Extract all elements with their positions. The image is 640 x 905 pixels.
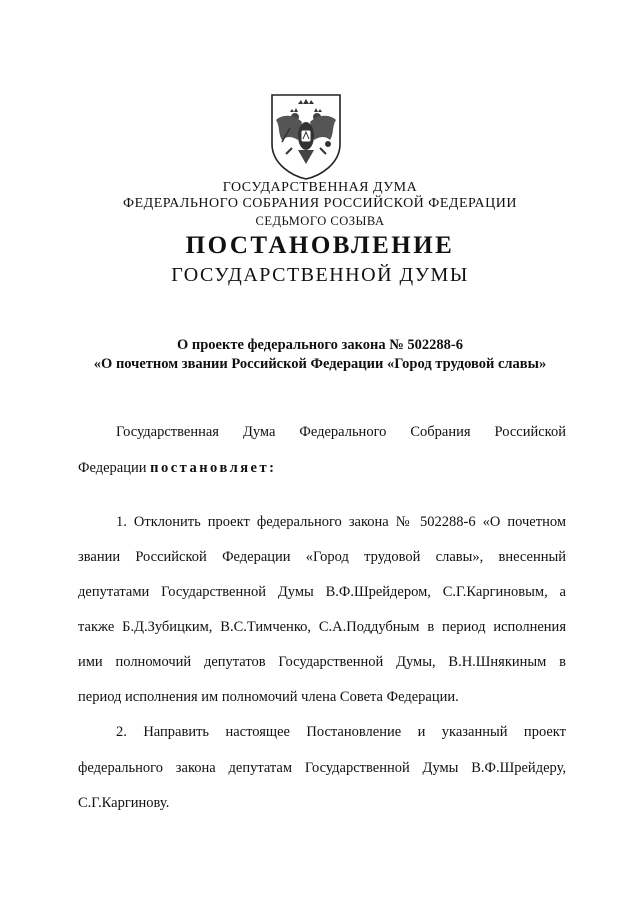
item1-line-4: также Б.Д.Зубицким, В.С.Тимченко, С.А.Поддубным в период исполнения: [78, 619, 566, 635]
item1-line-1: 1. Отклонить проект федерального закона № 502288-6 «О почетном: [116, 514, 566, 530]
document-type-title: ПОСТАНОВЛЕНИЕ: [185, 232, 455, 259]
item1-line-3: депутатами Государственной Думы В.Ф.Шрейдером, С.Г.Каргиновым, а: [78, 584, 566, 600]
subject-line-1: О проекте федерального закона № 502288-6: [176, 337, 464, 353]
double-headed-eagle-icon: [268, 92, 344, 180]
item2-line-1: 2. Направить настоящее Постановление и указанный проект: [116, 724, 566, 740]
preamble-verb: постановляет:: [150, 460, 277, 476]
item1-line-2: звании Российской Федерации «Город трудовой славы», внесенный: [78, 549, 566, 565]
preamble-line-2: [78, 460, 566, 477]
item1-line-6: период исполнения им полномочий члена Совета Федерации.: [78, 689, 459, 705]
header-line-convocation: СЕДЬМОГО СОЗЫВА: [255, 214, 385, 228]
item1-line-5: ими полномочий депутатов Государственной Думы, В.Н.Шнякиным в: [78, 654, 566, 670]
coat-of-arms-emblem: [268, 92, 344, 180]
header-line-duma: ГОСУДАРСТВЕННАЯ ДУМА: [222, 180, 418, 195]
subject-line-2: «О почетном звании Российской Федерации «Город трудовой славы»: [93, 356, 547, 372]
header-line-assembly: ФЕДЕРАЛЬНОГО СОБРАНИЯ РОССИЙСКОЙ ФЕДЕРАЦИИ: [123, 196, 517, 211]
preamble-text: Федерации: [78, 460, 151, 476]
document-issuer: ГОСУДАРСТВЕННОЙ ДУМЫ: [171, 264, 469, 286]
item2-line-2: федерального закона депутатам Государственной Думы В.Ф.Шрейдеру,: [78, 760, 566, 776]
preamble-line-1: Государственная Дума Федерального Собрания Российской: [116, 424, 566, 440]
item2-line-3: С.Г.Каргинову.: [78, 795, 170, 811]
